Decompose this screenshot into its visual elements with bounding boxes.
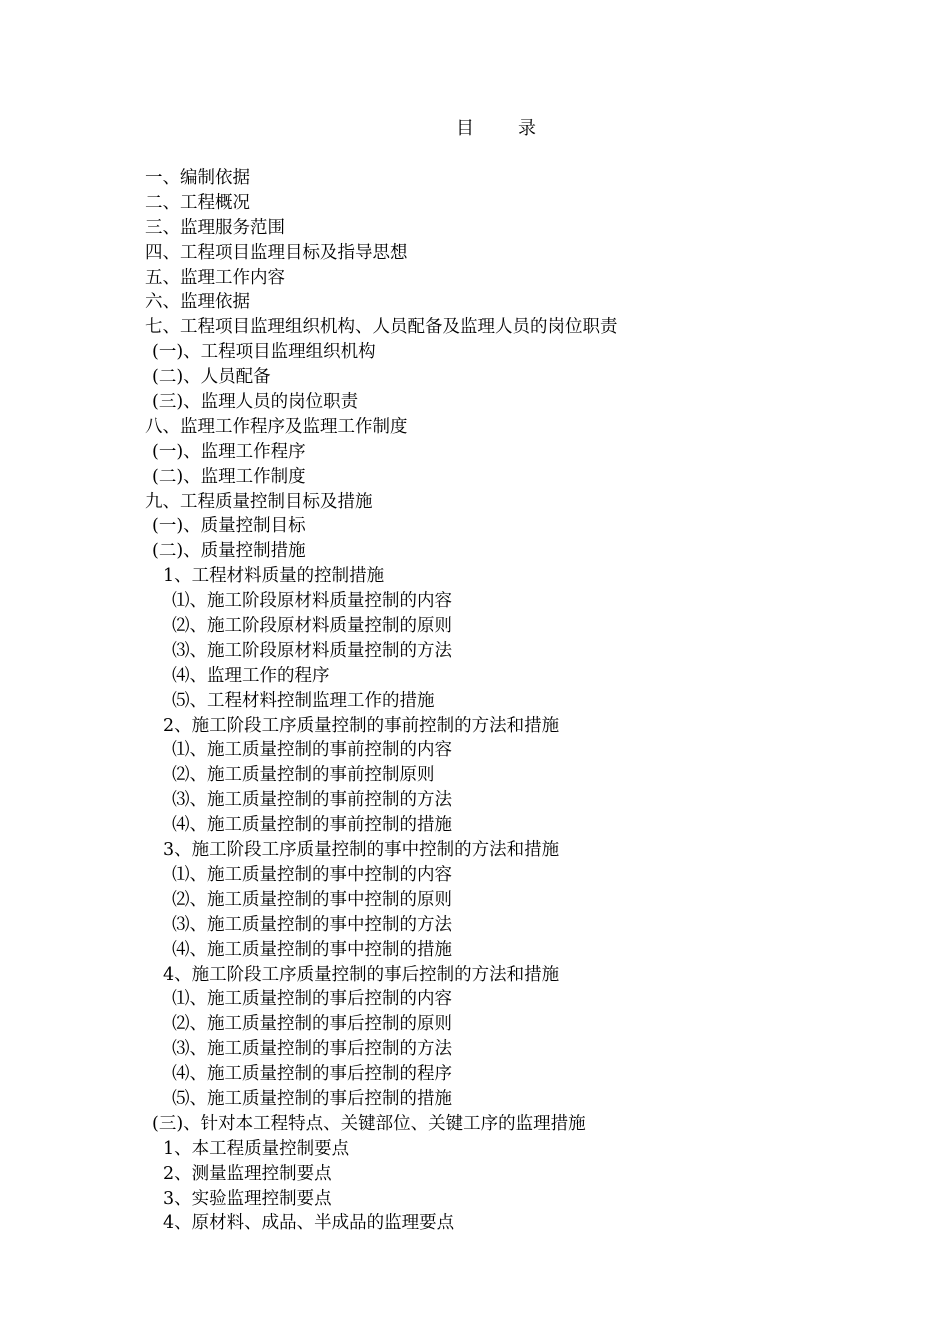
toc-entry: ⑴、施工质量控制的事后控制的内容 [172,989,452,1010]
toc-entry: ⑵、施工质量控制的事后控制的原则 [172,1014,452,1035]
toc-entry: 九、工程质量控制目标及措施 [145,491,373,512]
toc-entry: (一)、质量控制目标 [152,516,306,537]
toc-entry: ⑶、施工阶段原材料质量控制的方法 [172,640,452,661]
toc-entry: ⑸、施工质量控制的事后控制的措施 [172,1088,452,1109]
toc-entry: ⑷、施工质量控制的事前控制的措施 [172,815,452,836]
toc-entry: 六、监理依据 [145,292,250,313]
toc-entry: ⑴、施工质量控制的事前控制的内容 [172,740,452,761]
toc-entry: 3、施工阶段工序质量控制的事中控制的方法和措施 [163,840,560,861]
toc-entry: ⑷、施工质量控制的事后控制的程序 [172,1064,452,1085]
toc-entry: ⑴、施工质量控制的事中控制的内容 [172,864,452,885]
toc-entry: ⑵、施工质量控制的事中控制的原则 [172,889,452,910]
toc-entry: ⑷、监理工作的程序 [172,665,330,686]
toc-title-right: 录 [518,118,536,139]
toc-title [0,116,950,142]
toc-entry: ⑸、工程材料控制监理工作的措施 [172,690,435,711]
toc-entry: ⑵、施工质量控制的事前控制原则 [172,765,435,786]
toc-entry: 三、监理服务范围 [145,217,285,238]
toc-entry: 一、编制依据 [145,168,250,188]
toc-entry: 1、工程材料质量的控制措施 [163,566,385,587]
toc-entry: ⑶、施工质量控制的事后控制的方法 [172,1039,452,1060]
toc-entry: ⑶、施工质量控制的事中控制的方法 [172,914,452,935]
toc-entry: ⑴、施工阶段原材料质量控制的内容 [172,591,452,612]
toc-entry: (二)、质量控制措施 [152,541,306,562]
toc-entry: (二)、人员配备 [152,367,271,388]
toc-entry: 四、工程项目监理目标及指导思想 [145,242,408,263]
toc-entry: 二、工程概况 [145,192,250,213]
table-of-contents [0,166,950,1236]
toc-entry: 4、原材料、成品、半成品的监理要点 [163,1213,455,1234]
toc-entry: ⑶、施工质量控制的事前控制的方法 [172,790,452,811]
toc-entry: 七、工程项目监理组织机构、人员配备及监理人员的岗位职责 [145,317,618,338]
toc-entry: ⑵、施工阶段原材料质量控制的原则 [172,616,452,637]
toc-entry: (三)、监理人员的岗位职责 [152,392,359,413]
toc-entry: (二)、监理工作制度 [152,466,306,487]
toc-entry: 3、实验监理控制要点 [163,1188,332,1209]
toc-entry: (一)、工程项目监理组织机构 [152,342,376,363]
toc-entry: (一)、监理工作程序 [152,441,306,462]
toc-entry: 4、施工阶段工序质量控制的事后控制的方法和措施 [163,964,560,985]
toc-entry: (三)、针对本工程特点、关键部位、关键工序的监理措施 [152,1113,586,1134]
toc-entry: 2、施工阶段工序质量控制的事前控制的方法和措施 [163,715,560,736]
toc-entry: 八、监理工作程序及监理工作制度 [145,416,408,437]
toc-title-left: 目 [456,118,474,139]
toc-entry: 1、本工程质量控制要点 [163,1138,350,1159]
toc-entry: 2、测量监理控制要点 [163,1163,332,1184]
toc-entry: 五、监理工作内容 [145,267,285,288]
toc-entry: ⑷、施工质量控制的事中控制的措施 [172,939,452,960]
